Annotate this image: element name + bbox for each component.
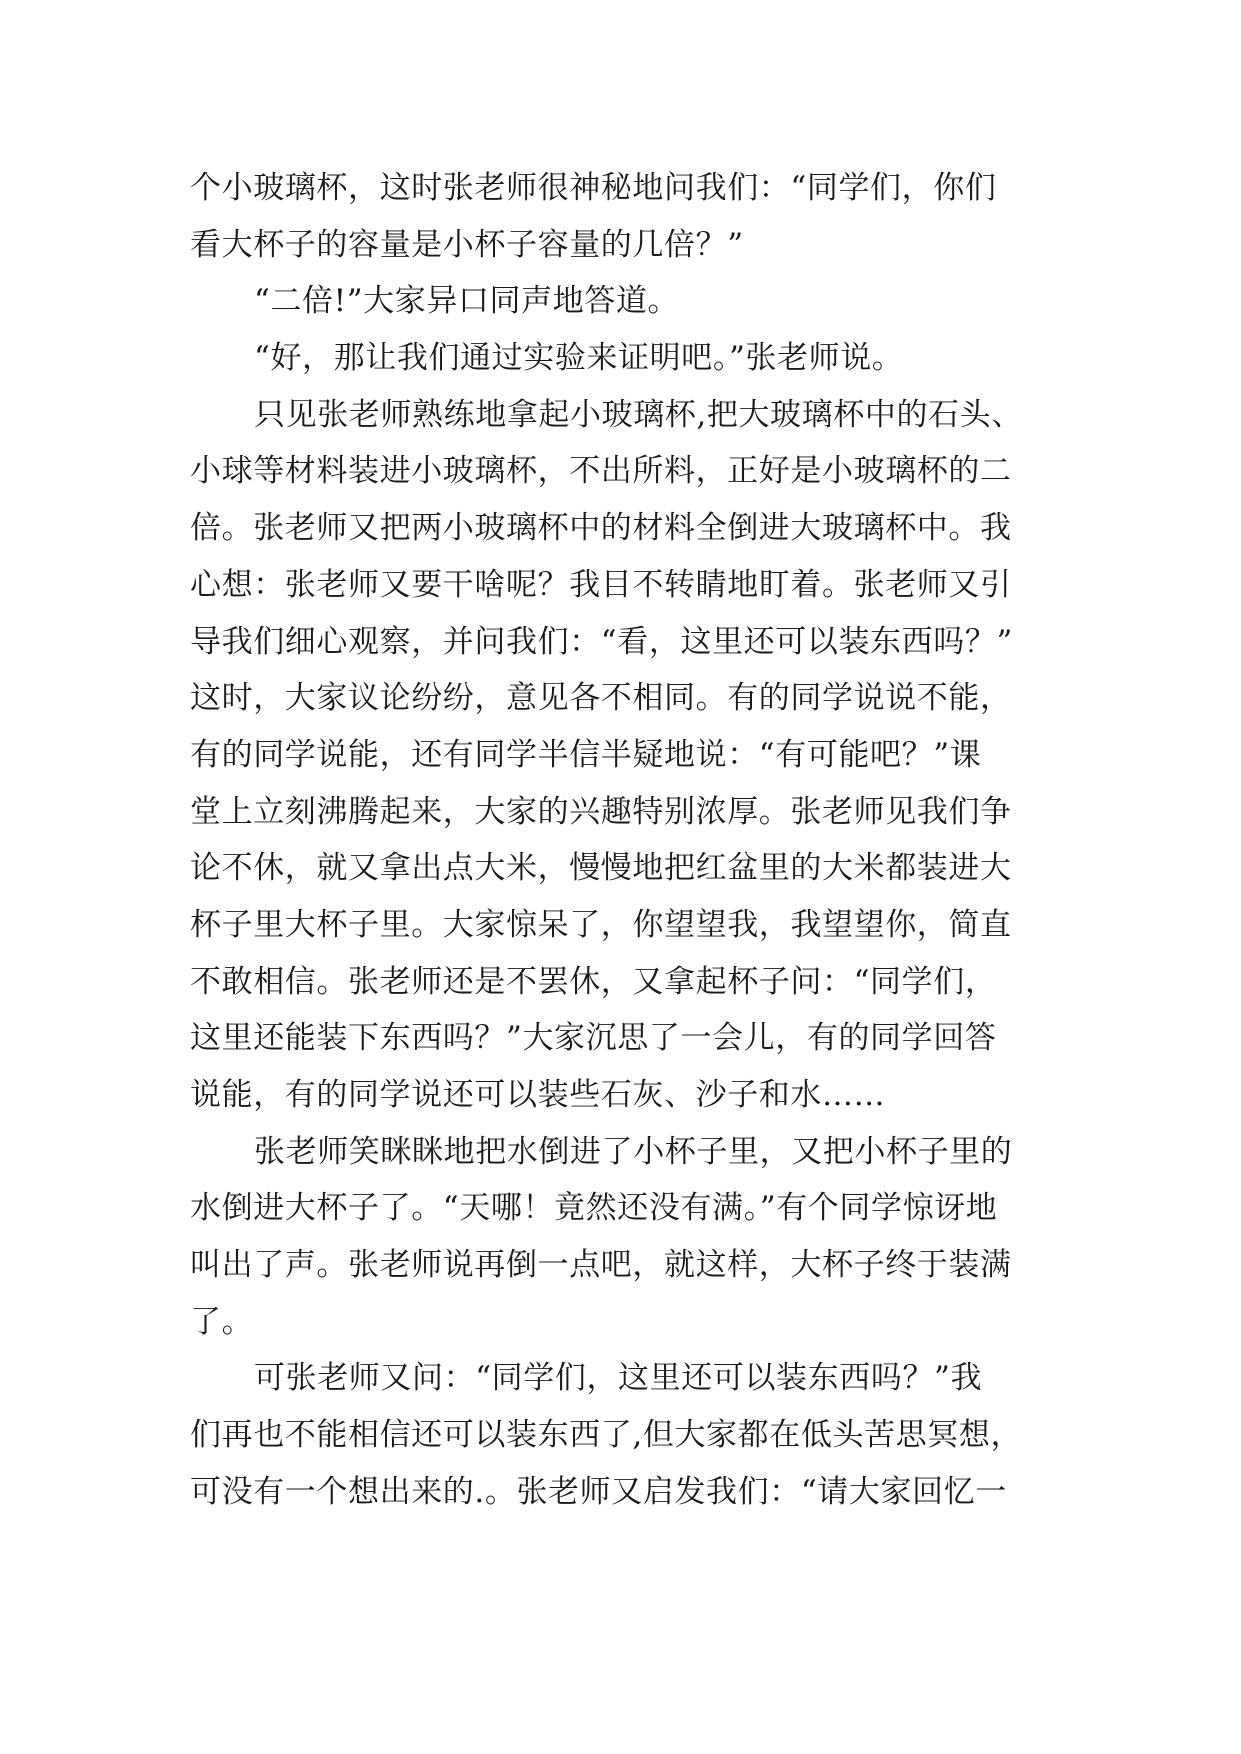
paragraph-first-line: “二倍!”大家异口同声地答道。 [254,283,680,320]
text-line: 叫出了声。张老师说再倒一点吧，就这样，大杯子终于装满 [190,1247,1012,1284]
paragraph-first-line: 可张老师又问：“同学们，这里还可以装东西吗？”我 [254,1360,983,1397]
text-line: 堂上立刻沸腾起来，大家的兴趣特别浓厚。张老师见我们争 [190,793,1012,830]
paragraph-first-line: “好，那让我们通过实验来证明吧。”张老师说。 [254,340,904,377]
text-line: 论不休，就又拿出点大米，慢慢地把红盆里的大米都装进大 [190,850,1012,887]
text-line: 这里还能装下东西吗？”大家沉思了一会儿，有的同学回答 [190,1020,997,1057]
text-line: 个小玻璃杯，这时张老师很神秘地问我们：“同学们，你们 [190,170,997,206]
text-line: 导我们细心观察，并问我们：“看，这里还可以装东西吗？” [190,623,1013,660]
text-line: 小球等材料装进小玻璃杯，不出所料，正好是小玻璃杯的二 [190,453,1012,490]
text-line: 看大杯子的容量是小杯子容量的几倍？” [190,226,744,263]
text-line: 有的同学说能，还有同学半信半疑地说：“有可能吧？”课 [190,736,982,773]
text-line: 杯子里大杯子里。大家惊呆了，你望望我，我望望你，简直 [190,906,1012,943]
text-line: 们再也不能相信还可以装东西了,但大家都在低头苦思冥想， [190,1417,1023,1454]
text-line: 倍。张老师又把两小玻璃杯中的材料全倒进大玻璃杯中。我 [190,510,1012,547]
document-body [190,160,1070,1521]
text-line: 可没有一个想出来的.。张老师又启发我们：“请大家回忆一 [190,1473,1007,1510]
text-line: 水倒进大杯子了。“天哪！竟然还没有满。”有个同学惊讶地 [190,1190,998,1227]
text-line: 这时，大家议论纷纷，意见各不相同。有的同学说说不能， [190,680,1012,717]
paragraph-first-line: 张老师笑眯眯地把水倒进了小杯子里，又把小杯子里的 [254,1133,1013,1170]
text-line: 了。 [190,1303,254,1340]
paragraph-first-line: 只见张老师熟练地拿起小玻璃杯,把大玻璃杯中的石头、 [254,396,1023,433]
text-line: 说能，有的同学说还可以装些石灰、沙子和水…… [190,1077,886,1113]
text-line: 不敢相信。张老师还是不罢休，又拿起杯子问：“同学们， [190,963,997,1000]
text-line: 心想：张老师又要干啥呢？我目不转睛地盯着。张老师又引 [190,566,1012,603]
